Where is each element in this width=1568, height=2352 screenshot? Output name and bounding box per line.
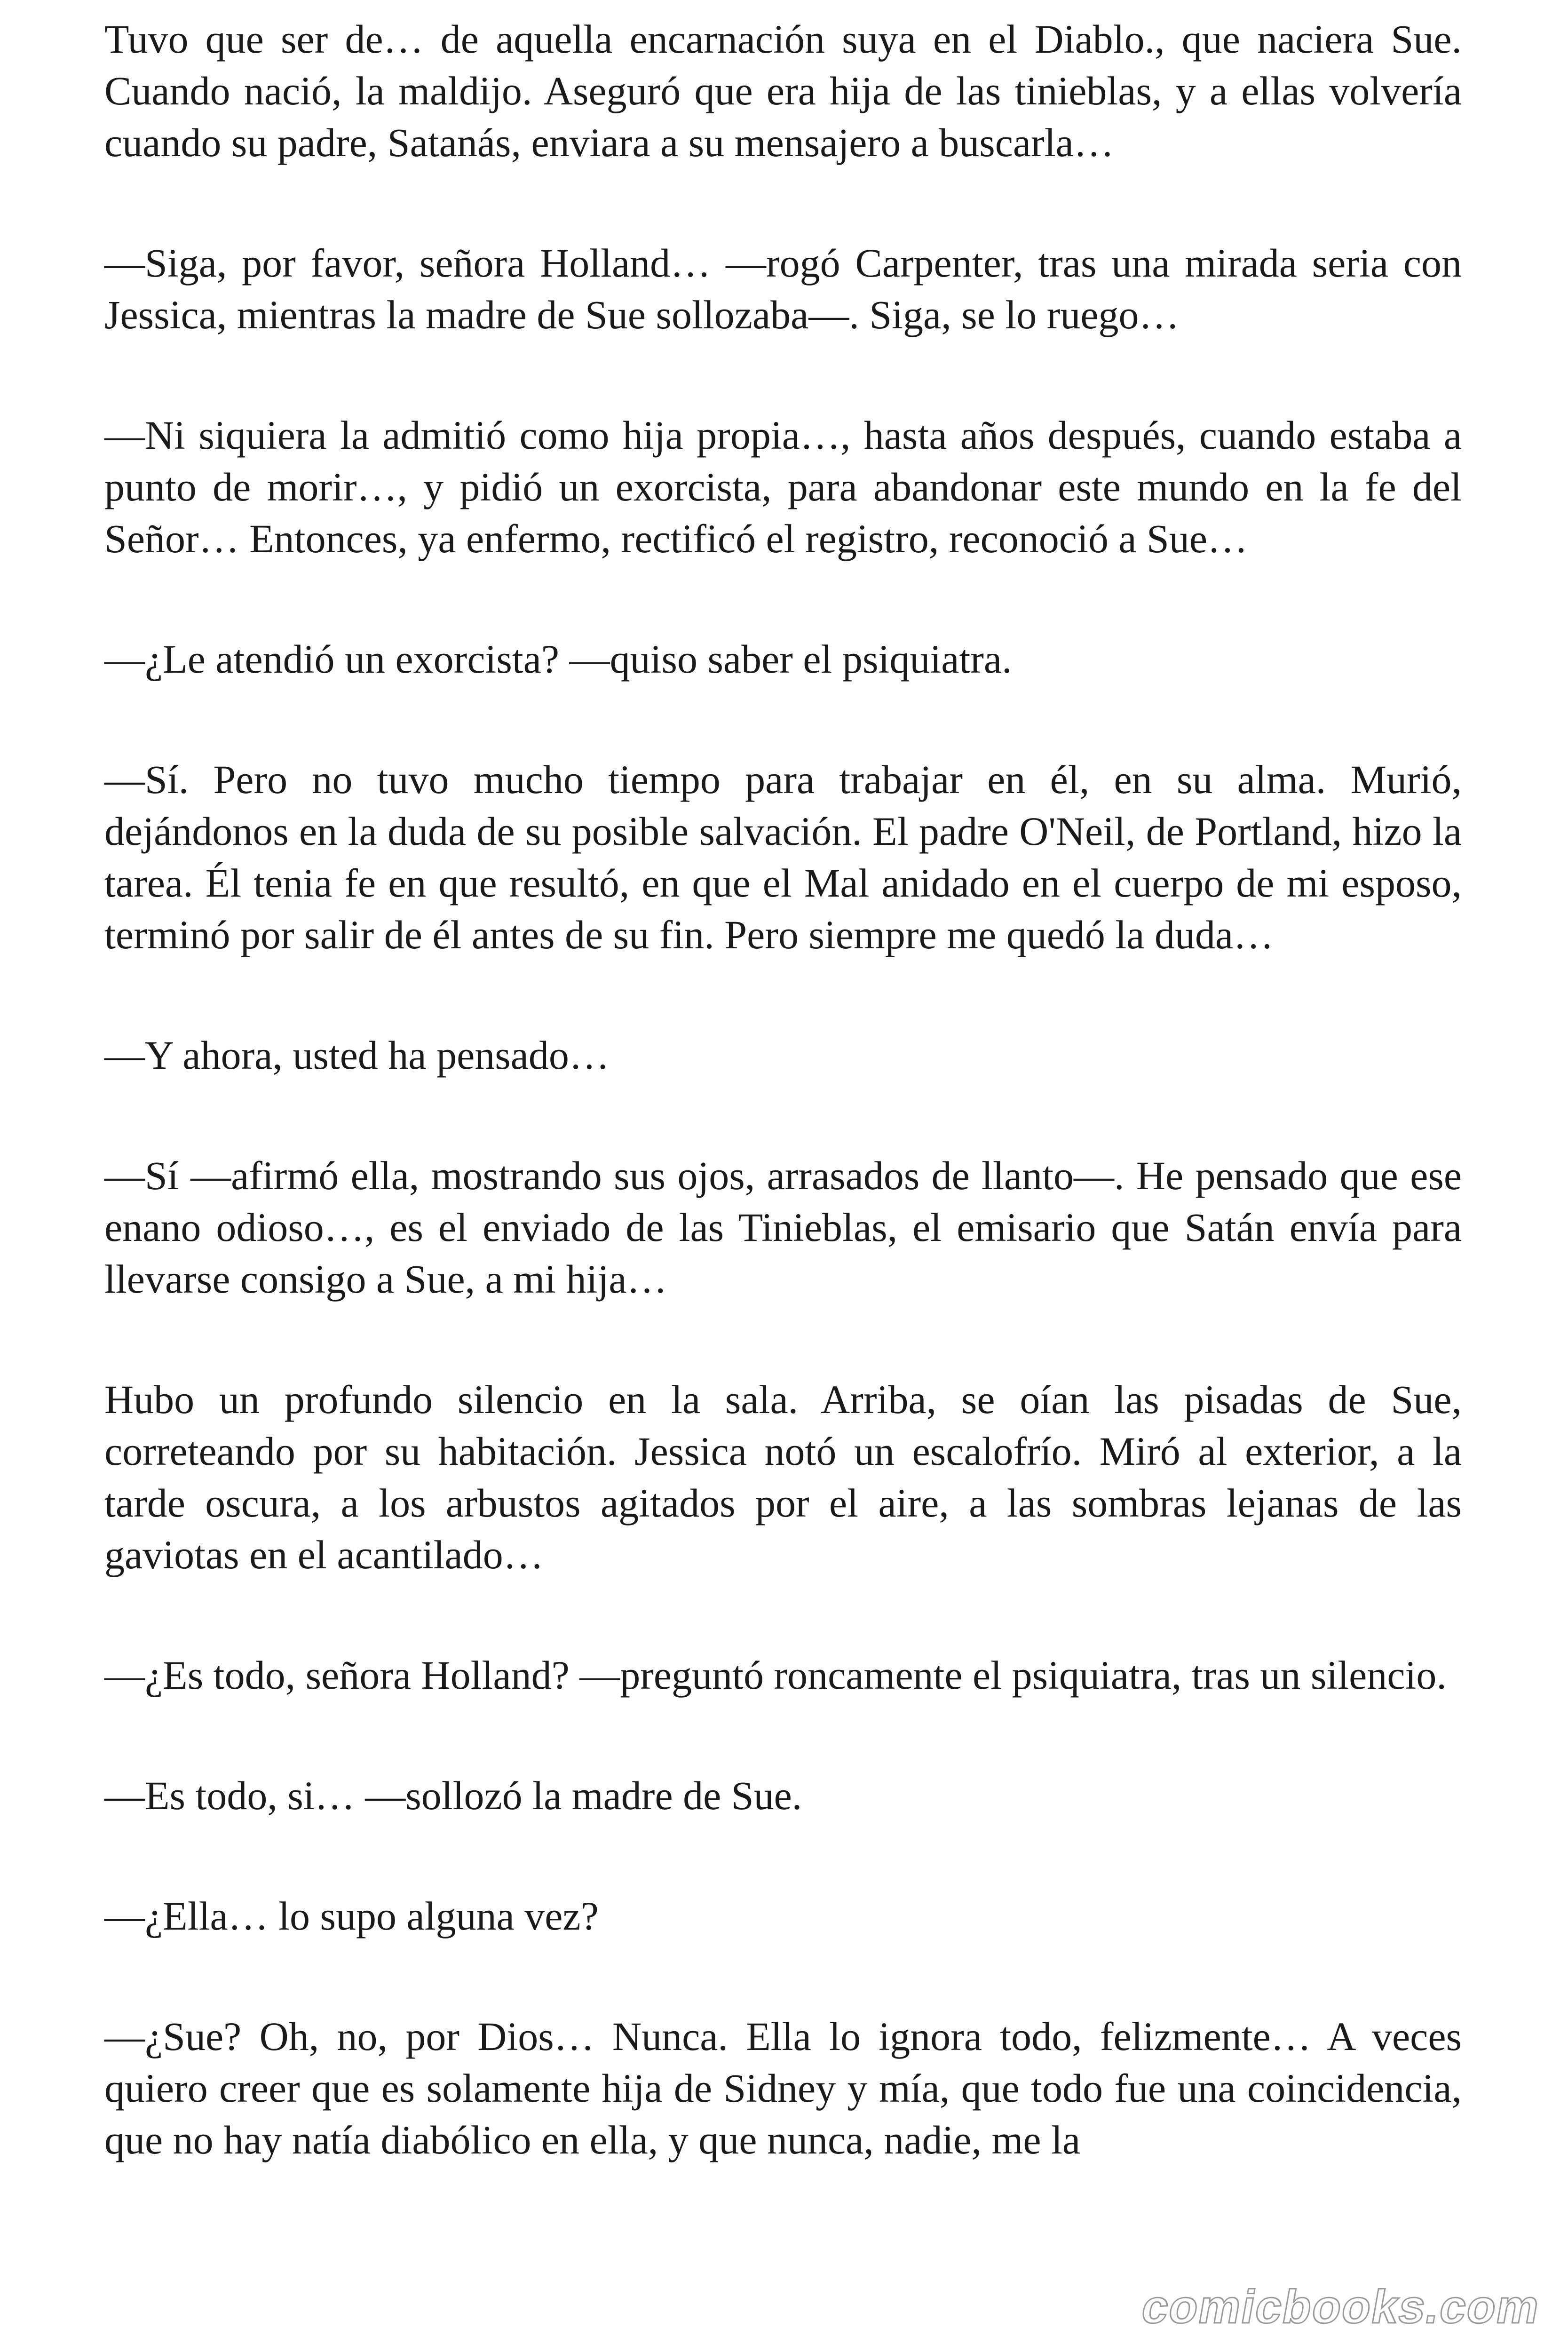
paragraph-6: —Y ahora, usted ha pensado… bbox=[104, 1033, 610, 1078]
paragraph-4: —¿Le atendió un exorcista? —quiso saber el psiquiatra. bbox=[104, 636, 1012, 682]
paragraph-3: —Ni siquiera la admitió como hija propia…, hasta años después, cuando estaba a punto de morir…, y pidió un exorcista, para abandonar este mundo en la fe del Señor… Entonces, ya enfermo, rectificó el registro, reconoció a Sue… bbox=[104, 413, 1462, 561]
paragraph-2: —Siga, por favor, señora Holland… —rogó Carpenter, tras una mirada seria con Jessica, mientras la madre de Sue sollozaba—. Siga, se lo ruego… bbox=[104, 240, 1462, 337]
paragraph-8: Hubo un profundo silencio en la sala. Arriba, se oían las pisadas de Sue, correteando por su habitación. Jessica notó un escalofrío. Miró al exterior, a la tarde oscura, a los arbustos agitados por el aire, a las sombras lejanas de las gaviotas en el acantilado… bbox=[104, 1377, 1462, 1577]
paragraph-9: —¿Es todo, señora Holland? —preguntó roncamente el psiquiatra, tras un silencio. bbox=[104, 1653, 1447, 1698]
paragraph-7: —Sí —afirmó ella, mostrando sus ojos, arrasados de llanto—. He pensado que ese enano odioso…, es el enviado de las Tinieblas, el emisario que Satán envía para llevarse consigo a Sue, a mi hija… bbox=[104, 1153, 1462, 1302]
paragraph-5: —Sí. Pero no tuvo mucho tiempo para trabajar en él, en su alma. Murió, dejándonos en la duda de su posible salvación. El padre O'Neil, de Portland, hizo la tarea. Él tenia fe en que resultó, en que el Mal anidado en el cuerpo de mi esposo, terminó por salir de él antes de su fin. Pero siempre me quedó la duda… bbox=[104, 757, 1462, 957]
paragraph-12: —¿Sue? Oh, no, por Dios… Nunca. Ella lo ignora todo, felizmente… A veces quiero creer que es solamente hija de Sidney y mía, que todo fue una coincidencia, que no hay natía diabólico en ella, y que nunca, nadie, me la bbox=[104, 2014, 1462, 2162]
body-text bbox=[104, 13, 1462, 2166]
paragraph-11: —¿Ella… lo supo alguna vez? bbox=[104, 1893, 599, 1939]
watermark-logo: comicbooks.com bbox=[1138, 2280, 1544, 2333]
paragraph-1: Tuvo que ser de… de aquella encarnación suya en el Diablo., que naciera Sue. Cuando nació, la maldijo. Aseguró que era hija de las tinieblas, y a ellas volvería cuando su padre, Satanás, enviara a su mensajero a buscarla… bbox=[104, 16, 1462, 165]
paragraph-10: —Es todo, si… —sollozó la madre de Sue. bbox=[104, 1773, 802, 1818]
